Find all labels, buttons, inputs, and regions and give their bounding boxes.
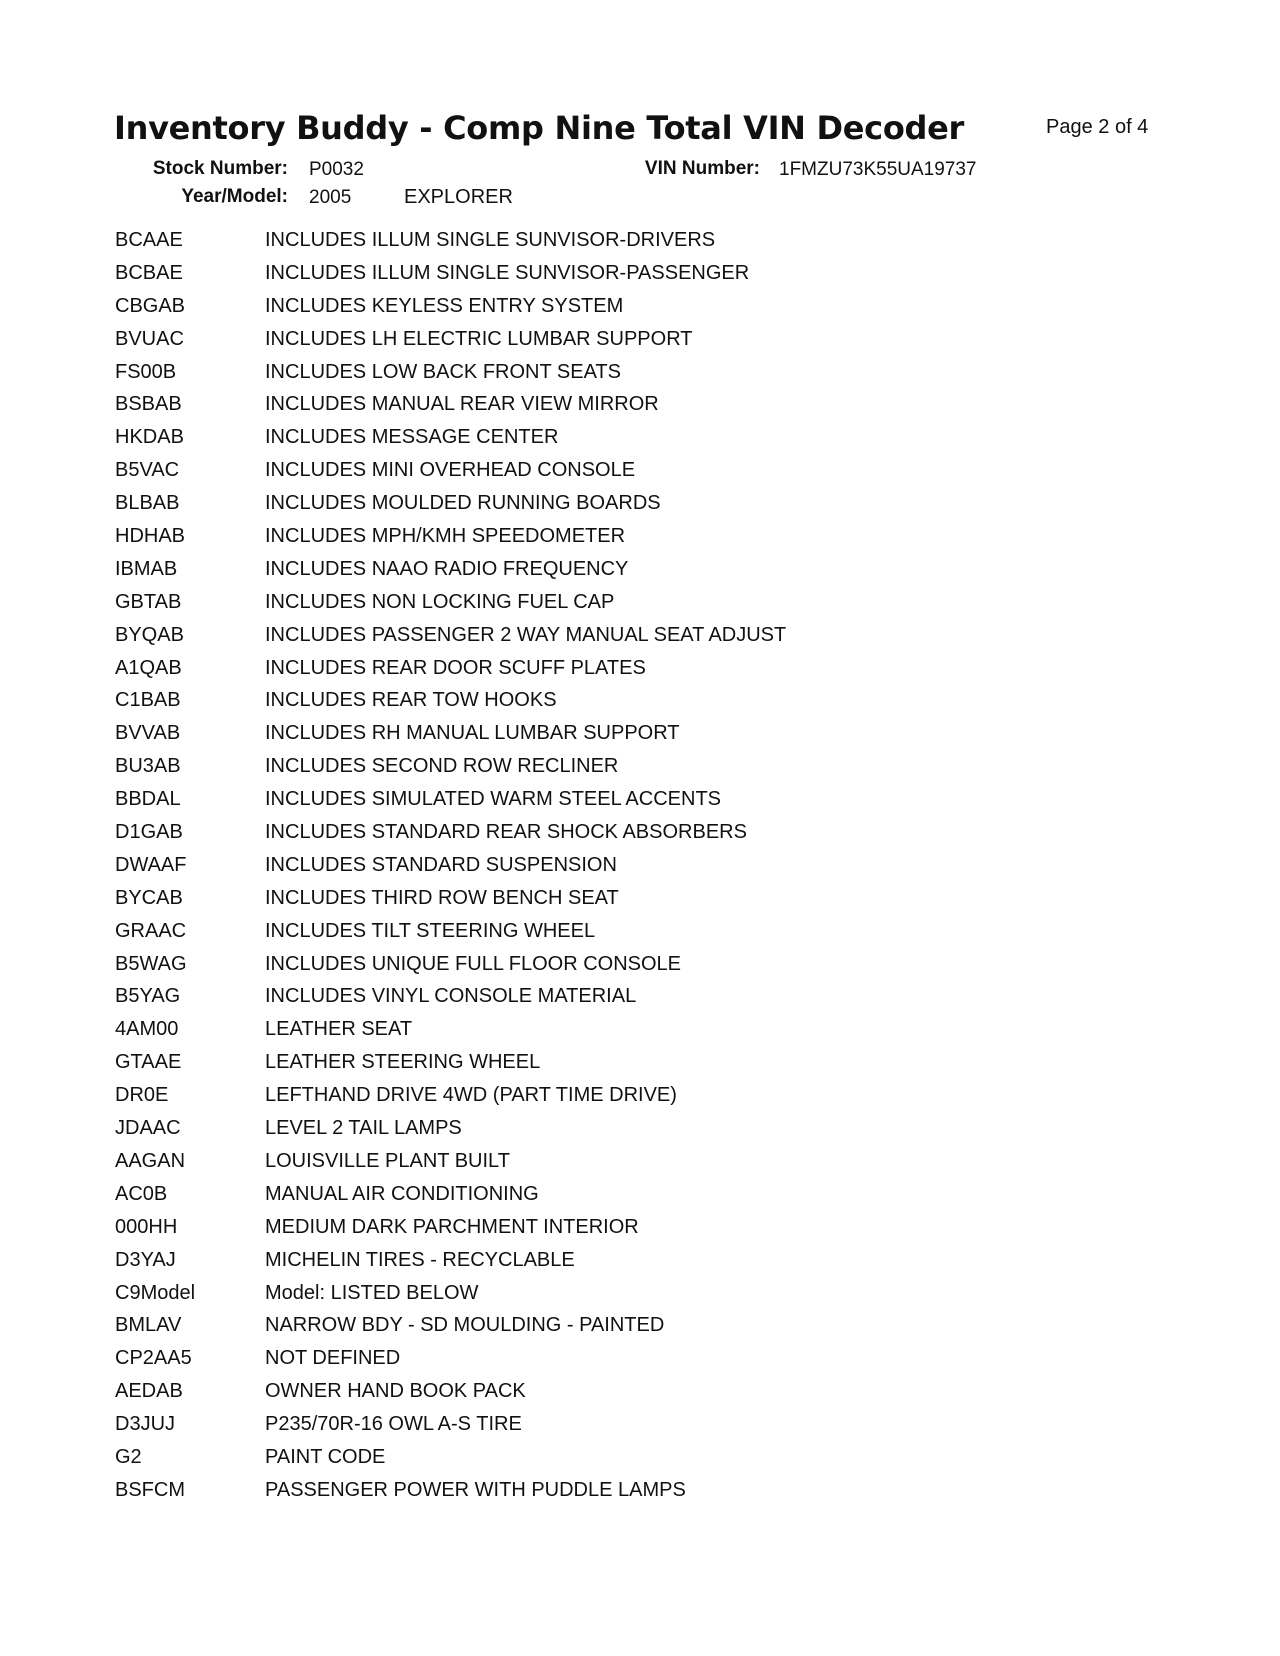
list-item [115, 822, 1115, 855]
option-code: AEDAB [115, 1380, 183, 1403]
option-description: INCLUDES PASSENGER 2 WAY MANUAL SEAT ADJUST [265, 623, 787, 646]
option-description: INCLUDES UNIQUE FULL FLOOR CONSOLE [265, 952, 682, 975]
option-description: MICHELIN TIRES - RECYCLABLE [265, 1248, 575, 1271]
option-code: BVUAC [115, 327, 184, 350]
option-description: MANUAL AIR CONDITIONING [265, 1182, 539, 1205]
option-description: INCLUDES MINI OVERHEAD CONSOLE [265, 459, 636, 482]
list-item [115, 592, 1115, 625]
stock-number-label: Stock Number: [152, 158, 288, 179]
list-item [115, 263, 1115, 296]
option-description: P235/70R-16 OWL A-S TIRE [265, 1413, 522, 1436]
option-description: INCLUDES STANDARD SUSPENSION [265, 853, 617, 876]
list-item [115, 559, 1115, 592]
list-item [115, 362, 1115, 395]
option-code: BCAAE [115, 229, 183, 251]
page-number: Page 2 of 4 [1046, 116, 1149, 138]
option-code: BU3AB [115, 755, 181, 778]
option-description: INCLUDES REAR DOOR SCUFF PLATES [265, 656, 646, 679]
page-title: Inventory Buddy - Comp Nine Total VIN Decoder [114, 109, 965, 147]
option-code: DWAAF [115, 853, 187, 876]
list-item [115, 1381, 1115, 1414]
option-description: INCLUDES LOW BACK FRONT SEATS [265, 360, 621, 383]
list-item [115, 1447, 1115, 1480]
vin-number-value: 1FMZU73K55UA19737 [779, 159, 977, 180]
list-item [115, 1118, 1115, 1151]
option-description: INCLUDES KEYLESS ENTRY SYSTEM [265, 294, 624, 317]
option-code: 000HH [115, 1215, 178, 1238]
list-item [115, 1085, 1115, 1118]
option-code: B5VAC [115, 459, 180, 482]
list-item [115, 1348, 1115, 1381]
option-description: INCLUDES MESSAGE CENTER [265, 426, 559, 449]
option-code: GTAAE [115, 1051, 182, 1074]
option-description: INCLUDES MANUAL REAR VIEW MIRROR [265, 393, 659, 416]
list-item [115, 1414, 1115, 1447]
list-item [115, 888, 1115, 921]
option-code: AC0B [115, 1182, 168, 1205]
option-code: BMLAV [115, 1314, 182, 1337]
list-item [115, 986, 1115, 1019]
option-code: D1GAB [115, 821, 183, 844]
list-item [115, 1184, 1115, 1217]
option-code: GRAAC [115, 919, 187, 942]
option-description: INCLUDES MOULDED RUNNING BOARDS [265, 492, 661, 515]
option-description: LOUISVILLE PLANT BUILT [265, 1149, 510, 1172]
option-description: INCLUDES VINYL CONSOLE MATERIAL [265, 985, 637, 1008]
option-description: LEATHER SEAT [265, 1018, 413, 1041]
list-item [115, 1250, 1115, 1283]
option-code: CP2AA5 [115, 1347, 192, 1370]
list-item [115, 1052, 1115, 1085]
option-code: BVVAB [115, 722, 181, 745]
model-value: EXPLORER [404, 186, 513, 208]
vin-number-label: VIN Number: [644, 158, 760, 179]
list-item [115, 1151, 1115, 1184]
year-model-label: Year/Model: [181, 186, 288, 207]
option-description: LEVEL 2 TAIL LAMPS [265, 1117, 462, 1140]
list-item [115, 625, 1115, 658]
option-description: INCLUDES SECOND ROW RECLINER [265, 755, 619, 778]
option-code-list [115, 230, 1115, 1513]
option-code: C1BAB [115, 689, 181, 712]
option-description: INCLUDES ILLUM SINGLE SUNVISOR-DRIVERS [265, 229, 716, 251]
option-description: INCLUDES LH ELECTRIC LUMBAR SUPPORT [265, 327, 693, 350]
option-code: JDAAC [115, 1117, 181, 1140]
list-item [115, 756, 1115, 789]
option-description: NOT DEFINED [265, 1347, 401, 1370]
option-code: HDHAB [115, 525, 186, 548]
option-code: BYQAB [115, 623, 184, 646]
option-description: LEFTHAND DRIVE 4WD (PART TIME DRIVE) [265, 1084, 677, 1107]
list-item [115, 921, 1115, 954]
option-description: OWNER HAND BOOK PACK [265, 1380, 526, 1403]
list-item [115, 789, 1115, 822]
option-code: D3JUJ [115, 1413, 176, 1436]
option-description: PAINT CODE [265, 1445, 386, 1468]
option-code: BLBAB [115, 492, 180, 515]
list-item [115, 954, 1115, 987]
list-item [115, 493, 1115, 526]
option-code: GBTAB [115, 590, 182, 613]
option-description: INCLUDES REAR TOW HOOKS [265, 689, 557, 712]
option-description: PASSENGER POWER WITH PUDDLE LAMPS [265, 1478, 686, 1501]
list-item [115, 230, 1115, 263]
option-description: INCLUDES NON LOCKING FUEL CAP [265, 590, 615, 613]
option-code: AAGAN [115, 1149, 186, 1172]
option-description: INCLUDES MPH/KMH SPEEDOMETER [265, 525, 626, 548]
option-description: INCLUDES STANDARD REAR SHOCK ABSORBERS [265, 821, 747, 844]
option-code: DR0E [115, 1084, 169, 1107]
list-item [115, 460, 1115, 493]
option-code: BCBAE [115, 261, 183, 284]
option-code: G2 [115, 1445, 142, 1468]
option-description: INCLUDES TILT STEERING WHEEL [265, 919, 596, 942]
list-item [115, 1315, 1115, 1348]
list-item [115, 690, 1115, 723]
option-description: Model: LISTED BELOW [265, 1281, 479, 1304]
option-description: LEATHER STEERING WHEEL [265, 1051, 541, 1074]
list-item [115, 855, 1115, 888]
option-code: FS00B [115, 360, 177, 383]
option-description: INCLUDES SIMULATED WARM STEEL ACCENTS [265, 788, 721, 811]
option-code: D3YAJ [115, 1248, 176, 1271]
option-code: BSBAB [115, 393, 182, 416]
list-item [115, 1480, 1115, 1513]
option-description: INCLUDES NAAO RADIO FREQUENCY [265, 557, 629, 580]
option-code: IBMAB [115, 557, 178, 580]
list-item [115, 427, 1115, 460]
year-value: 2005 [309, 187, 352, 208]
list-item [115, 1019, 1115, 1052]
stock-number-value: P0032 [309, 159, 364, 180]
option-code: B5WAG [115, 952, 187, 975]
option-code: B5YAG [115, 985, 181, 1008]
list-item [115, 1283, 1115, 1316]
list-item [115, 1217, 1115, 1250]
option-code: A1QAB [115, 656, 182, 679]
option-code: 4AM00 [115, 1018, 179, 1041]
option-description: INCLUDES RH MANUAL LUMBAR SUPPORT [265, 722, 680, 745]
list-item [115, 658, 1115, 691]
list-item [115, 296, 1115, 329]
option-code: HKDAB [115, 426, 184, 449]
option-code: CBGAB [115, 294, 186, 317]
option-description: NARROW BDY - SD MOULDING - PAINTED [265, 1314, 665, 1337]
list-item [115, 394, 1115, 427]
option-description: INCLUDES THIRD ROW BENCH SEAT [265, 886, 619, 909]
option-code: BSFCM [115, 1478, 185, 1501]
option-description: INCLUDES ILLUM SINGLE SUNVISOR-PASSENGER [265, 261, 750, 284]
list-item [115, 526, 1115, 559]
list-item [115, 329, 1115, 362]
option-code: C9Model [115, 1281, 196, 1304]
option-description: MEDIUM DARK PARCHMENT INTERIOR [265, 1215, 639, 1238]
option-code: BBDAL [115, 788, 181, 811]
list-item [115, 723, 1115, 756]
option-code: BYCAB [115, 886, 183, 909]
